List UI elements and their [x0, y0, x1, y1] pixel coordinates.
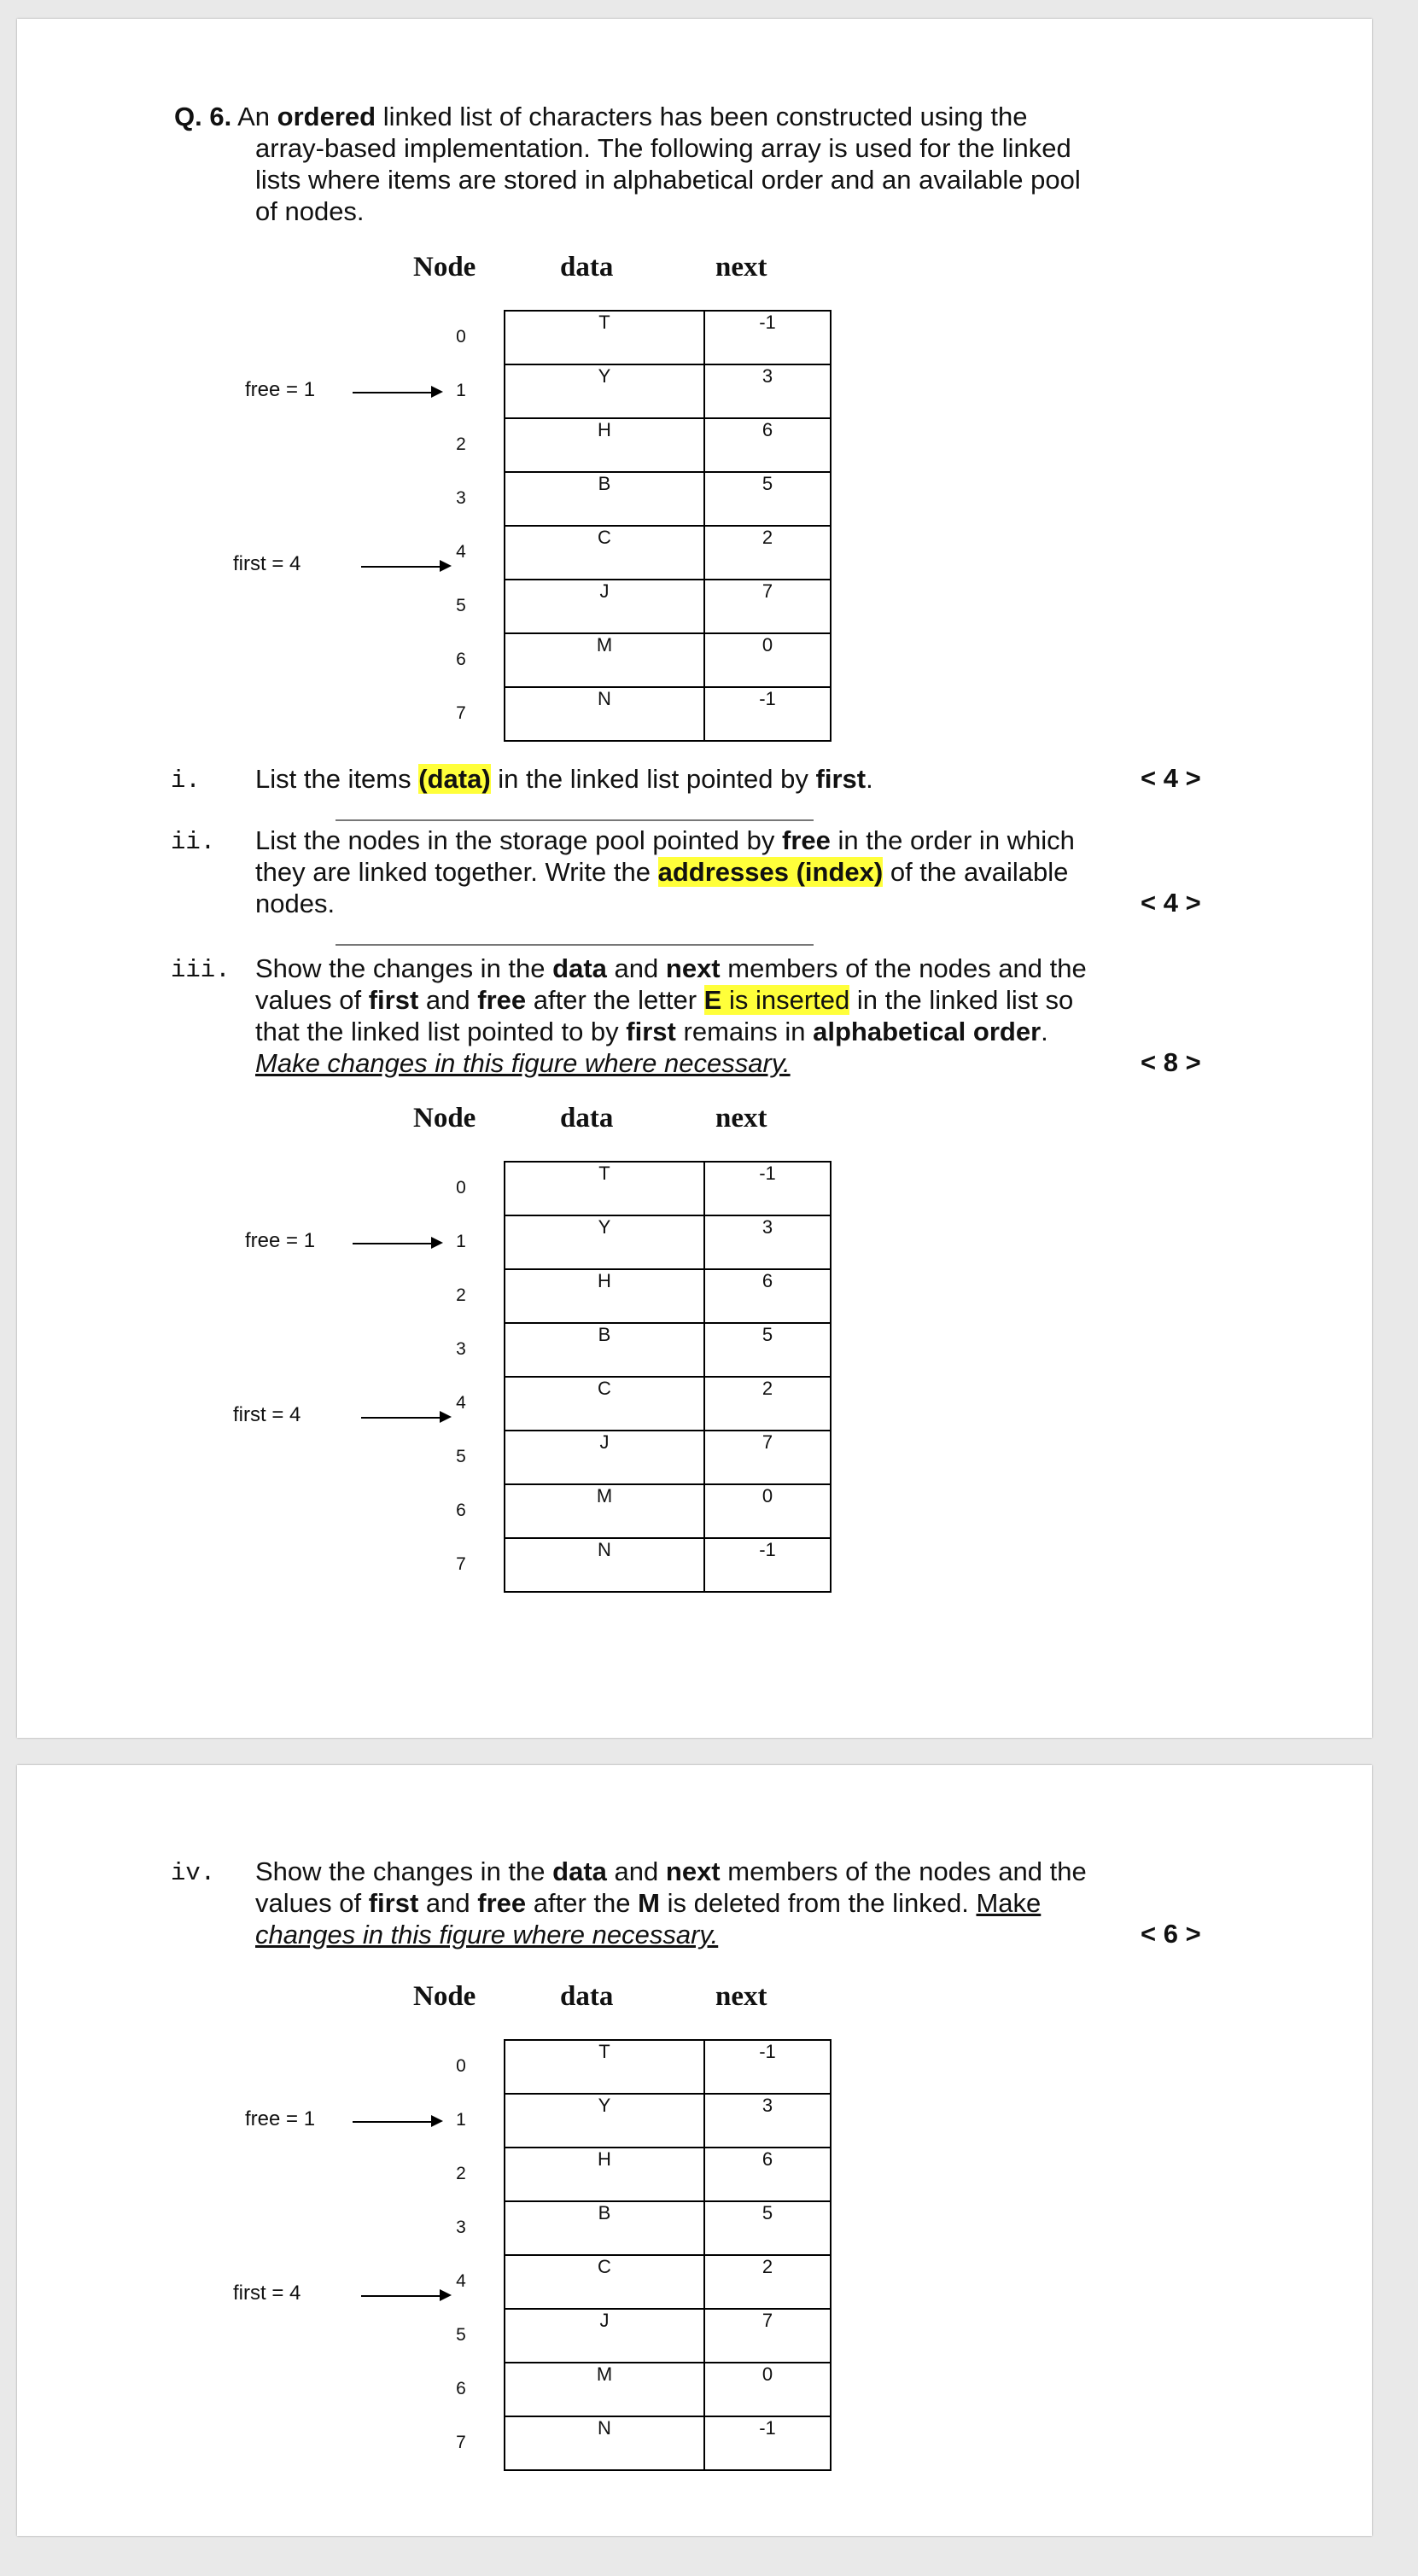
- first-arrow-head: [440, 1411, 452, 1423]
- free-pointer-label: free = 1: [245, 1229, 316, 1252]
- data-cell: N: [504, 686, 705, 742]
- free-arrow-head: [431, 386, 443, 398]
- first-arrow-line: [361, 1417, 443, 1419]
- part-iv-line3: changes in this figure where necessary.: [255, 1920, 719, 1949]
- header-next: next: [715, 1103, 767, 1134]
- header-data: data: [560, 1103, 614, 1134]
- part-ii-line3: nodes.: [255, 889, 336, 918]
- node-index: 7: [456, 2433, 466, 2452]
- next-cell: 3: [703, 1215, 832, 1270]
- next-cell: 7: [703, 1430, 832, 1485]
- free-pointer-label: free = 1: [245, 378, 316, 401]
- data-cell: B: [504, 1322, 705, 1378]
- next-cell: 7: [703, 2308, 832, 2363]
- node-index: 3: [456, 1339, 466, 1359]
- data-cell: Y: [504, 2093, 705, 2148]
- data-cell: T: [504, 2039, 705, 2095]
- node-index: 6: [456, 2379, 466, 2398]
- node-index: 7: [456, 703, 466, 723]
- next-cell: 5: [703, 1322, 832, 1378]
- node-index: 1: [456, 1232, 466, 1251]
- node-index: 4: [456, 2271, 466, 2291]
- data-cell: N: [504, 1537, 705, 1593]
- data-cell: Y: [504, 364, 705, 419]
- header-data: data: [560, 1981, 614, 2012]
- part-i-text: List the items (data) in the linked list pointed by first.: [255, 764, 873, 794]
- free-pointer-label: free = 1: [245, 2107, 316, 2130]
- next-cell: 2: [703, 525, 832, 580]
- data-cell: B: [504, 471, 705, 527]
- linked-list-figure-3: [17, 1961, 871, 2576]
- next-cell: -1: [703, 2416, 832, 2471]
- header-node: Node: [413, 1103, 476, 1134]
- next-cell: 7: [703, 579, 832, 634]
- part-iii-line4: Make changes in this figure where necessary.: [255, 1048, 791, 1078]
- next-cell: 6: [703, 417, 832, 473]
- data-cell: C: [504, 2254, 705, 2310]
- answer-line-ii: [336, 944, 814, 946]
- next-cell: 0: [703, 2362, 832, 2417]
- node-index: 3: [456, 2218, 466, 2237]
- data-cell: C: [504, 525, 705, 580]
- next-cell: 5: [703, 2200, 832, 2256]
- data-cell: M: [504, 2362, 705, 2417]
- next-cell: 2: [703, 1376, 832, 1431]
- next-cell: 6: [703, 1268, 832, 1324]
- next-cell: 6: [703, 2147, 832, 2202]
- part-ii-marks: < 4 >: [1141, 888, 1201, 918]
- node-index: 2: [456, 2164, 466, 2183]
- data-cell: N: [504, 2416, 705, 2471]
- node-index: 5: [456, 2325, 466, 2345]
- document-page-2: [17, 1765, 1372, 2536]
- data-cell: B: [504, 2200, 705, 2256]
- next-cell: -1: [703, 310, 832, 365]
- data-cell: M: [504, 1483, 705, 1539]
- node-index: 0: [456, 1178, 466, 1198]
- data-cell: H: [504, 2147, 705, 2202]
- node-index: 3: [456, 488, 466, 508]
- data-cell: T: [504, 310, 705, 365]
- document-page-1: [17, 19, 1372, 1738]
- node-index: 0: [456, 2056, 466, 2076]
- node-index: 2: [456, 1285, 466, 1305]
- header-next: next: [715, 252, 767, 283]
- data-cell: H: [504, 1268, 705, 1324]
- free-arrow-head: [431, 2115, 443, 2127]
- node-index: 1: [456, 381, 466, 400]
- part-iii-marks: < 8 >: [1141, 1047, 1201, 1077]
- part-iv-marks: < 6 >: [1141, 1919, 1201, 1949]
- data-cell: Y: [504, 1215, 705, 1270]
- node-index: 5: [456, 1447, 466, 1466]
- node-index: 4: [456, 542, 466, 562]
- header-data: data: [560, 252, 614, 283]
- first-pointer-label: first = 4: [233, 1403, 301, 1426]
- next-cell: 0: [703, 1483, 832, 1539]
- free-arrow-line: [353, 392, 431, 393]
- part-iii-number: iii.: [171, 956, 230, 984]
- part-i-number: i.: [171, 766, 201, 795]
- first-arrow-head: [440, 2289, 452, 2301]
- part-i-marks: < 4 >: [1141, 763, 1201, 793]
- node-index: 6: [456, 650, 466, 669]
- part-iv-line1: Show the changes in the data and next members of the nodes and the: [255, 1856, 1087, 1886]
- part-ii-line1: List the nodes in the storage pool pointed by free in the order in which: [255, 825, 1075, 855]
- part-iii-line3: that the linked list pointed to by first remains in alphabetical order.: [255, 1017, 1048, 1046]
- question-intro-line4: of nodes.: [255, 196, 365, 226]
- data-cell: T: [504, 1161, 705, 1216]
- free-arrow-head: [431, 1237, 443, 1249]
- node-index: 4: [456, 1393, 466, 1413]
- data-cell: C: [504, 1376, 705, 1431]
- free-arrow-line: [353, 1243, 431, 1244]
- next-cell: -1: [703, 1537, 832, 1593]
- first-arrow-line: [361, 2295, 443, 2297]
- answer-line-i: [336, 819, 814, 821]
- next-cell: 5: [703, 471, 832, 527]
- linked-list-figure-2: [17, 1083, 871, 1698]
- next-cell: -1: [703, 686, 832, 742]
- next-cell: 3: [703, 364, 832, 419]
- question-intro-line3: lists where items are stored in alphabetical order and an available pool: [255, 165, 1081, 195]
- next-cell: -1: [703, 1161, 832, 1216]
- question-intro-line2: array-based implementation. The following array is used for the linked: [255, 133, 1071, 163]
- next-cell: -1: [703, 2039, 832, 2095]
- node-index: 0: [456, 327, 466, 347]
- part-iv-number: iv.: [171, 1859, 216, 1887]
- data-cell: J: [504, 1430, 705, 1485]
- data-cell: J: [504, 579, 705, 634]
- free-arrow-line: [353, 2121, 431, 2123]
- part-iii-line2: values of first and free after the letter E is inserted in the linked list so: [255, 985, 1074, 1015]
- data-cell: M: [504, 632, 705, 688]
- data-cell: J: [504, 2308, 705, 2363]
- next-cell: 3: [703, 2093, 832, 2148]
- question-intro-line1: Q. 6. An ordered linked list of characters has been constructed using the: [174, 102, 1028, 131]
- next-cell: 0: [703, 632, 832, 688]
- next-cell: 2: [703, 2254, 832, 2310]
- node-index: 5: [456, 596, 466, 615]
- node-index: 2: [456, 434, 466, 454]
- part-ii-number: ii.: [171, 828, 216, 856]
- first-arrow-line: [361, 566, 443, 568]
- part-iii-line1: Show the changes in the data and next members of the nodes and the: [255, 953, 1087, 983]
- data-cell: H: [504, 417, 705, 473]
- node-index: 6: [456, 1501, 466, 1520]
- linked-list-figure-1: [17, 232, 871, 847]
- header-next: next: [715, 1981, 767, 2012]
- node-index: 7: [456, 1554, 466, 1574]
- part-ii-line2: they are linked together. Write the addresses (index) of the available: [255, 857, 1069, 887]
- first-arrow-head: [440, 560, 452, 572]
- node-index: 1: [456, 2110, 466, 2130]
- header-node: Node: [413, 1981, 476, 2012]
- part-iv-line2: values of first and free after the M is deleted from the linked. Make: [255, 1888, 1042, 1918]
- first-pointer-label: first = 4: [233, 2282, 301, 2305]
- first-pointer-label: first = 4: [233, 552, 301, 575]
- header-node: Node: [413, 252, 476, 283]
